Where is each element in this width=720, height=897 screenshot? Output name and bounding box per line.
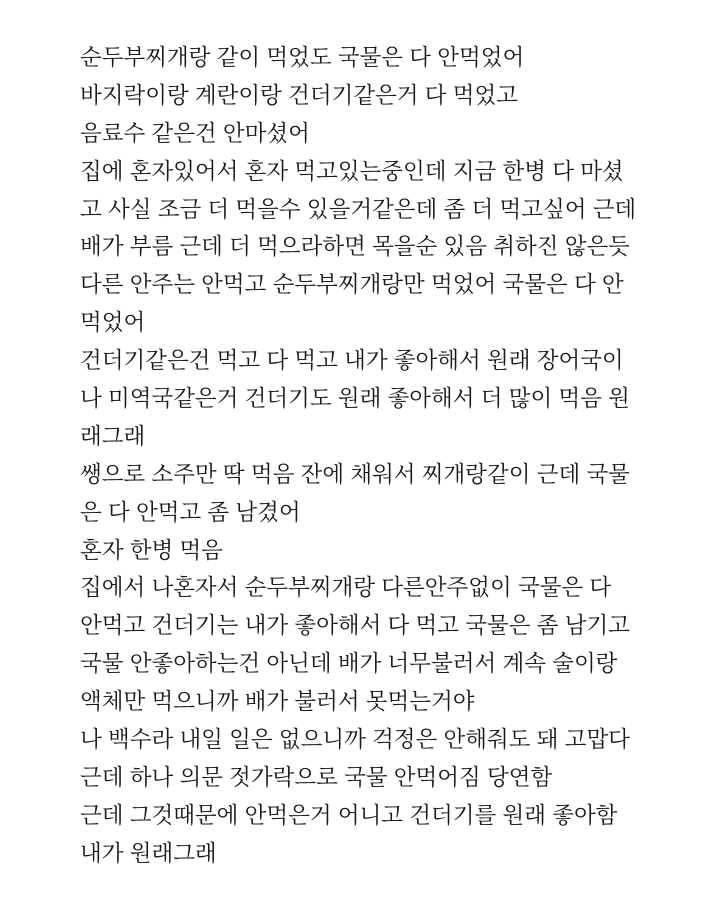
text-line: 집에서 나혼자서 순두부찌개랑 다른안주없이 국물은 다: [80, 575, 612, 601]
text-line: 액체만 먹으니까 배가 불러서 못먹는거야: [80, 689, 475, 715]
text-line: 고 사실 조금 더 먹을수 있을거같은데 좀 더 먹고싶어 근데: [80, 196, 637, 222]
text-line: 바지락이랑 계란이랑 건더기같은거 다 먹었고: [80, 82, 518, 108]
text-line: 혼자 한병 먹음: [80, 537, 223, 563]
text-line: 안먹고 건더기는 내가 좋아해서 다 먹고 국물은 좀 남기고: [80, 613, 630, 639]
text-line: 은 다 안먹고 좀 남겼어: [80, 499, 301, 525]
text-line: 집에 혼자있어서 혼자 먹고있는중인데 지금 한병 다 마셨: [80, 158, 624, 184]
text-line: 먹었어: [80, 310, 146, 336]
text-line: 건더기같은건 먹고 다 먹고 내가 좋아해서 원래 장어국이: [80, 348, 624, 374]
text-line: 쌩으로 소주만 딱 먹음 잔에 채워서 찌개랑같이 근데 국물: [80, 461, 630, 487]
text-line: 국물 안좋아하는건 아닌데 배가 너무불러서 계속 술이랑: [80, 651, 618, 677]
text-line: 나 백수라 내일 일은 없으니까 걱정은 안해줘도 돼 고맙다: [80, 727, 630, 753]
text-line: 내가 원래그래: [80, 840, 217, 866]
text-line: 순두부찌개랑 같이 먹었도 국물은 다 안먹었어: [80, 45, 525, 70]
text-line: 나 미역국같은거 건더기도 원래 좋아해서 더 많이 먹음 원: [80, 386, 630, 412]
text-line: 근데 그것때문에 안먹은거 어니고 건더기를 원래 좋아함: [80, 802, 618, 828]
text-line: 래그래: [80, 423, 146, 449]
text-line: 다른 안주는 안먹고 순두부찌개랑만 먹었어 국물은 다 안: [80, 272, 624, 298]
text-line: 근데 하나 의문 젓가락으로 국물 안먹어짐 당연함: [80, 764, 553, 790]
text-line: 음료수 같은건 안마셨어: [80, 120, 310, 146]
text-line: 배가 부름 근데 더 먹으라하면 목을순 있음 취하진 않은듯: [80, 234, 630, 260]
